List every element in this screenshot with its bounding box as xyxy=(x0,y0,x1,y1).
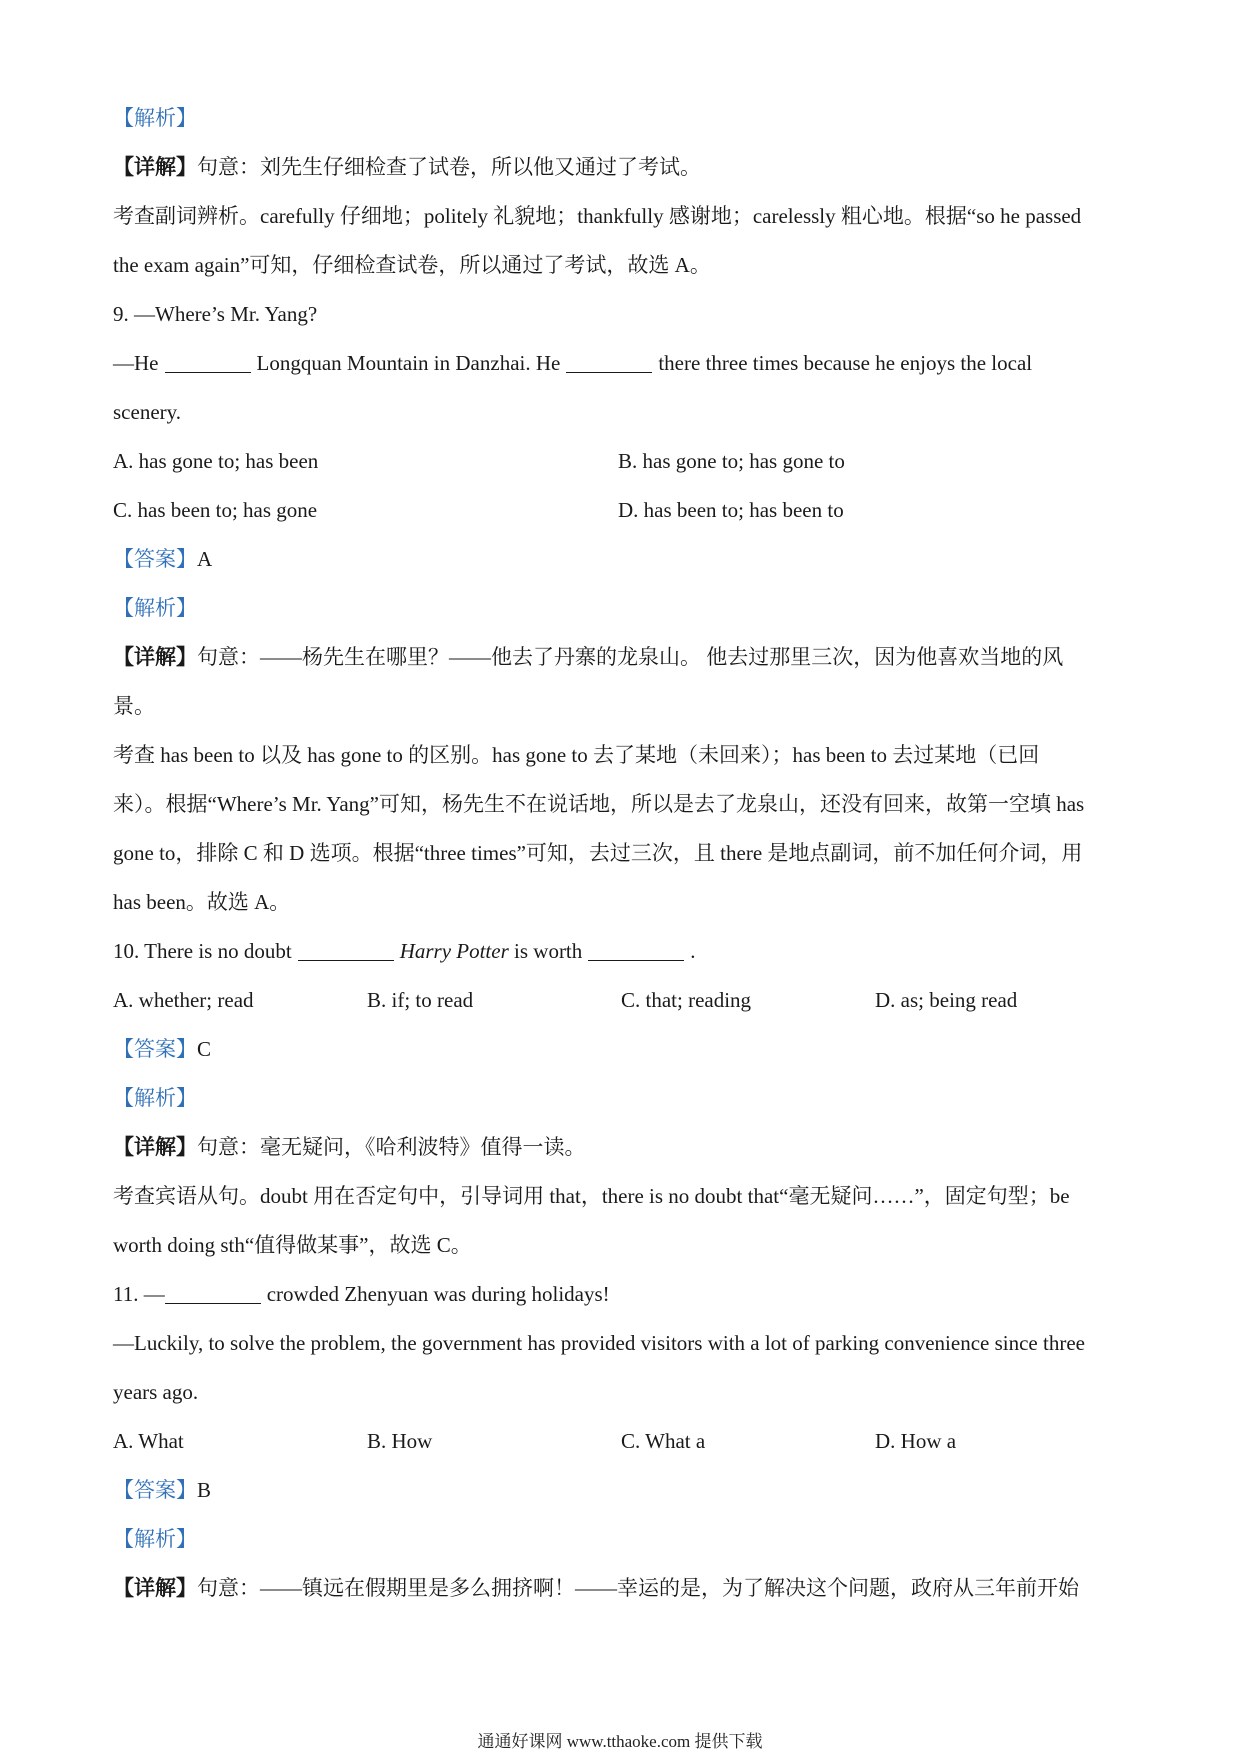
option-d: D. as; being read xyxy=(875,988,1018,1012)
q10-analysis-line: worth doing sth“值得做某事”，故选 C。 xyxy=(113,1233,472,1257)
q11-xiangjie-line: 【详解】句意：——镇远在假期里是多么拥挤啊！——幸运的是，为了解决这个问题，政府从三年前开始 xyxy=(113,1576,1079,1600)
answer-value: B xyxy=(197,1478,212,1502)
q10-stem: 10. There is no doubt Harry Potter is worth . xyxy=(113,939,696,963)
xiangjie-tag: 【详解】 xyxy=(113,1576,197,1600)
q8-xiangjie-line xyxy=(113,143,1133,192)
option-a: A. whether; read xyxy=(113,988,254,1012)
q9-options-row xyxy=(113,486,1133,535)
answer-tag: 【答案】 xyxy=(113,1478,197,1502)
xiangjie-tag: 【详解】 xyxy=(113,645,197,669)
option-b: B. if; to read xyxy=(367,988,474,1012)
q9-analysis-line: gone to，排除 C 和 D 选项。根据“three times”可知，去过三次，且 there 是地点副词，前不加任何介词，用 xyxy=(113,841,1083,865)
answer-tag: 【答案】 xyxy=(113,547,197,571)
option-d: D. has been to; has been to xyxy=(618,498,844,522)
q9-jiexi-line xyxy=(113,584,1133,633)
option-b: B. How xyxy=(367,1429,433,1453)
q10-jiexi-line xyxy=(113,1074,1133,1123)
q11-options-row xyxy=(113,1417,1133,1466)
q8-analysis-line: the exam again”可知，仔细检查试卷，所以通过了考试，故选 A。 xyxy=(113,253,711,277)
option-c: C. that; reading xyxy=(621,988,752,1012)
option-c: C. has been to; has gone xyxy=(113,498,318,522)
answer-value: C xyxy=(197,1037,212,1061)
q11-stem: years ago. xyxy=(113,1380,199,1404)
q9-analysis-line: has been。故选 A。 xyxy=(113,890,291,914)
answer-tag: 【答案】 xyxy=(113,1037,197,1061)
jiexi-tag: 【解析】 xyxy=(113,596,197,620)
xiangjie-tag: 【详解】 xyxy=(113,155,197,179)
footer-watermark: 通通好课网 www.tthaoke.com 提供下载 xyxy=(477,1732,763,1751)
q9-stem: scenery. xyxy=(113,400,182,424)
jiexi-tag: 【解析】 xyxy=(113,1527,197,1551)
q10-analysis-line: 考查宾语从句。doubt 用在否定句中，引导词用 that，there is no doubt that“毫无疑问……”，固定句型；be xyxy=(113,1184,1070,1208)
option-b: B. has gone to; has gone to xyxy=(618,449,845,473)
answer-blank xyxy=(165,1283,261,1304)
option-c: C. What a xyxy=(621,1429,706,1453)
q9-stem: —He Longquan Mountain in Danzhai. He there three times because he enjoys the local xyxy=(113,351,1033,375)
option-a: A. has gone to; has been xyxy=(113,449,319,473)
q9-stem: 9. —Where’s Mr. Yang? xyxy=(113,302,318,326)
answer-value: A xyxy=(197,547,213,571)
q9-xiangjie-line: 景。 xyxy=(113,694,155,718)
jiexi-tag: 【解析】 xyxy=(113,1086,197,1110)
answer-blank xyxy=(588,940,684,961)
answer-blank xyxy=(165,352,251,373)
q9-options-row xyxy=(113,437,1133,486)
q8-analysis-line: 考查副词辨析。carefully 仔细地；politely 礼貌地；thankfully 感谢地；carelessly 粗心地。根据“so he passed xyxy=(113,204,1082,228)
q8-jiexi-line xyxy=(113,94,1133,143)
book-title: Harry Potter xyxy=(399,939,509,963)
xiangjie-text: 句意：刘先生仔细检查了试卷，所以他又通过了考试。 xyxy=(197,155,701,179)
jiexi-tag: 【解析】 xyxy=(113,106,197,130)
option-d: D. How a xyxy=(875,1429,957,1453)
answer-blank xyxy=(298,940,394,961)
q9-answer-line xyxy=(113,535,1133,584)
q11-stem: 11. — crowded Zhenyuan was during holidays! xyxy=(113,1282,610,1306)
option-a: A. What xyxy=(113,1429,184,1453)
q10-xiangjie-line: 【详解】句意：毫无疑问，《哈利波特》值得一读。 xyxy=(113,1135,586,1159)
document-page xyxy=(113,94,1133,1613)
q10-answer-line xyxy=(113,1025,1133,1074)
q9-xiangjie-line: 【详解】句意：——杨先生在哪里？——他去了丹寨的龙泉山。 他去过那里三次，因为他喜欢当地的风 xyxy=(113,645,1064,669)
q9-analysis-line: 来）。根据“Where’s Mr. Yang”可知，杨先生不在说话地，所以是去了龙泉山，还没有回来，故第一空填 has xyxy=(113,792,1085,816)
q11-stem: —Luckily, to solve the problem, the government has provided visitors with a lot of parking convenience since three xyxy=(113,1331,1085,1355)
q11-answer-line xyxy=(113,1466,1133,1515)
xiangjie-tag: 【详解】 xyxy=(113,1135,197,1159)
q11-jiexi-line xyxy=(113,1515,1133,1564)
q9-analysis-line: 考查 has been to 以及 has gone to 的区别。has gone to 去了某地（未回来）；has been to 去过某地（已回 xyxy=(113,743,1040,767)
answer-blank xyxy=(566,352,652,373)
q10-options-row xyxy=(113,976,1133,1025)
